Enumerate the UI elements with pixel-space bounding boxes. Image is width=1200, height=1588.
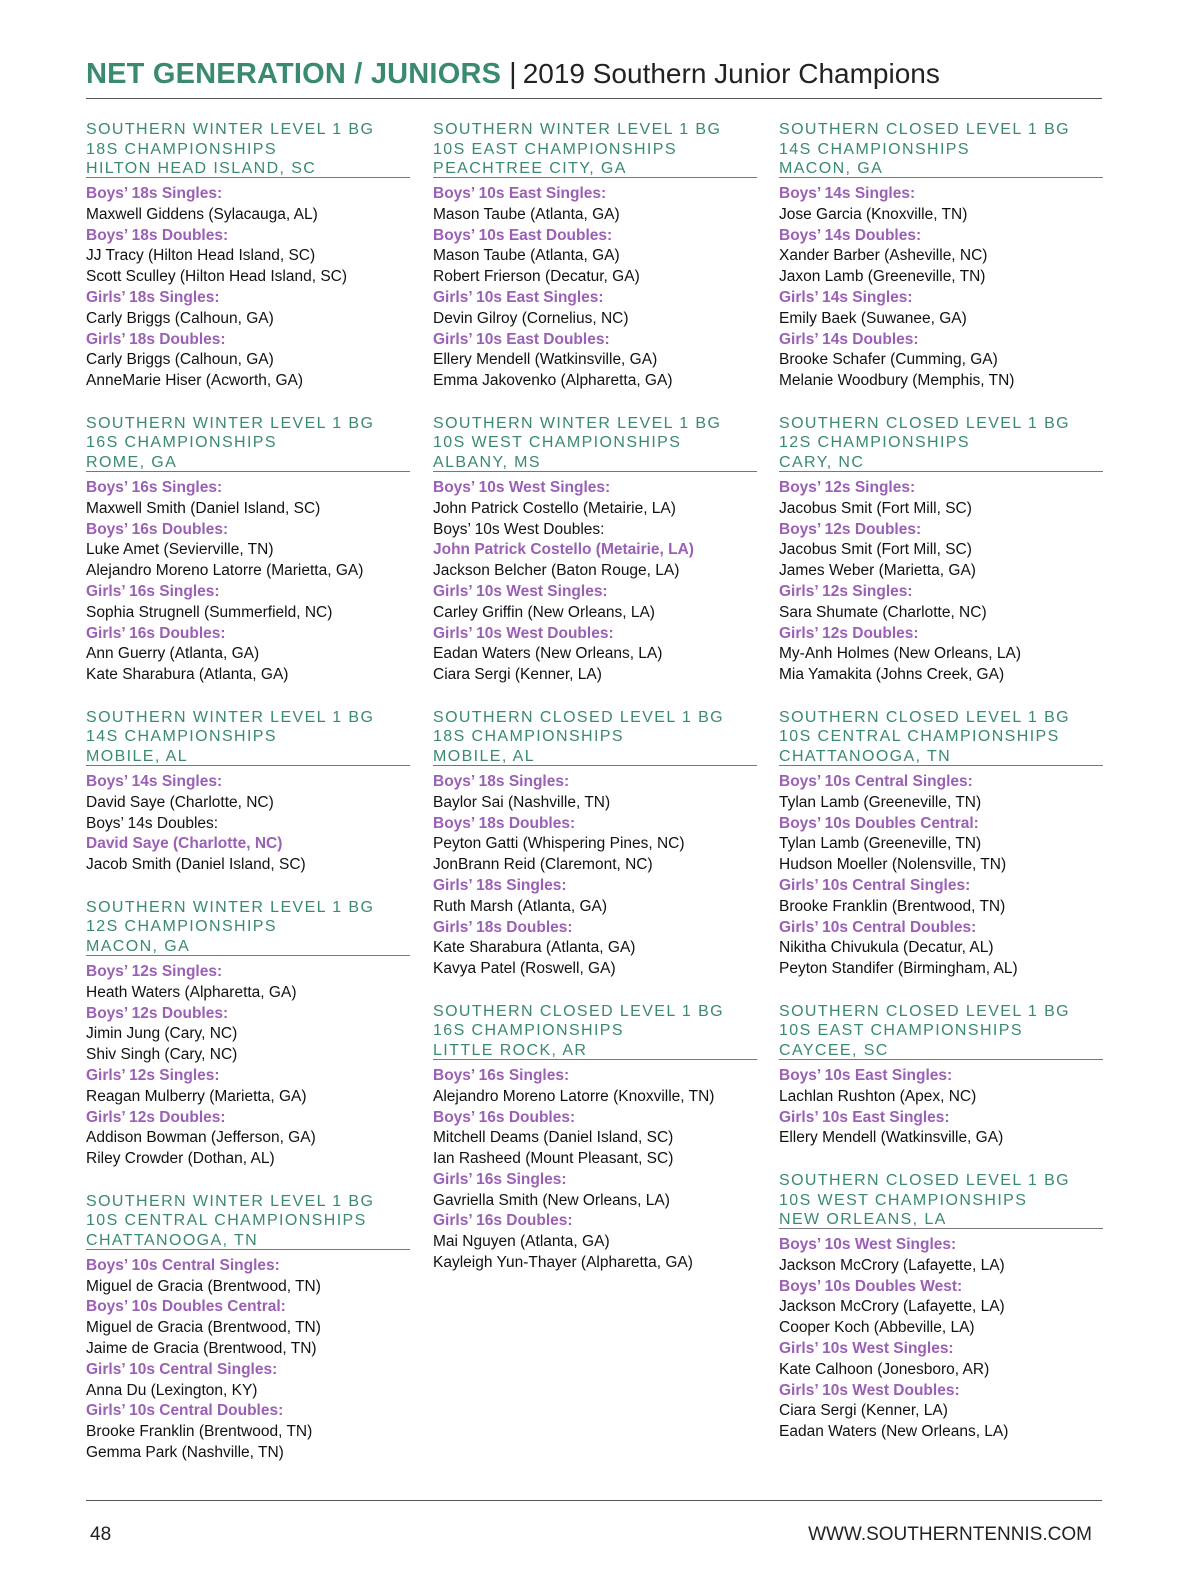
champion-name: Miguel de Gracia (Brentwood, TN) — [86, 1277, 321, 1295]
category-label: Boys’ 18s Singles: — [86, 185, 223, 202]
champion-name: Xander Barber (Asheville, NC) — [779, 247, 988, 265]
category-label: Boys’ 10s West Singles: — [779, 1236, 957, 1254]
event-block — [433, 708, 757, 980]
champion-name: Jacobus Smit (Fort Mill, SC) — [779, 499, 972, 517]
event-title-line: SOUTHERN CLOSED LEVEL 1 BG — [779, 414, 1070, 432]
category-label: Boys’ 10s East Doubles: — [433, 226, 613, 244]
champion-name: Tylan Lamb (Greeneville, TN) — [779, 835, 982, 853]
event-title — [433, 414, 757, 472]
event-title-line: 10S WEST CHAMPIONSHIPS — [433, 434, 682, 452]
champion-name: Luke Amet (Sevierville, TN) — [86, 541, 274, 559]
champion-name: Jose Garcia (Knoxville, TN) — [779, 205, 968, 223]
champion-name: Devin Gilroy (Cornelius, NC) — [433, 309, 629, 327]
event-title-line: SOUTHERN WINTER LEVEL 1 BG — [86, 121, 375, 138]
event-title — [779, 708, 1103, 766]
event-block — [779, 708, 1103, 980]
champion-name: Scott Sculley (Hilton Head Island, SC) — [86, 268, 348, 286]
category-label: Girls’ 18s Doubles: — [433, 918, 573, 936]
category-label: Girls’ 12s Singles: — [86, 1066, 220, 1084]
event-title-line: SOUTHERN WINTER LEVEL 1 BG — [86, 1192, 375, 1210]
champion-name: Miguel de Gracia (Brentwood, TN) — [86, 1319, 321, 1337]
column-2 — [433, 120, 757, 1296]
champion-name: Jackson McCrory (Lafayette, LA) — [779, 1298, 1005, 1316]
champion-name: Brooke Franklin (Brentwood, TN) — [86, 1423, 313, 1441]
event-title-line: 16S CHAMPIONSHIPS — [86, 434, 277, 452]
champion-name: Peyton Gatti (Whispering Pines, NC) — [433, 835, 685, 853]
champion-name: James Weber (Marietta, GA) — [779, 562, 976, 580]
event-title — [86, 120, 410, 178]
champion-name: Lachlan Rushton (Apex, NC) — [779, 1087, 977, 1105]
category-label: John Patrick Costello (Metairie, LA) — [433, 541, 694, 559]
event-title-line: SOUTHERN CLOSED LEVEL 1 BG — [779, 1002, 1070, 1020]
champion-name: Jackson McCrory (Lafayette, LA) — [779, 1256, 1005, 1274]
champion-name: My-Anh Holmes (New Orleans, LA) — [779, 645, 1022, 663]
event-block — [433, 1002, 757, 1274]
champion-name: Mason Taube (Atlanta, GA) — [433, 247, 620, 265]
category-label: Boys’ 16s Doubles: — [433, 1108, 576, 1126]
category-label: Girls’ 14s Singles: — [779, 288, 913, 306]
category-label: Girls’ 16s Doubles: — [433, 1212, 573, 1230]
event-title-line: CAYCEE, SC — [779, 1041, 889, 1059]
category-label: Girls’ 10s Central Doubles: — [86, 1402, 284, 1420]
event-title — [779, 414, 1103, 472]
champion-name: Riley Crowder (Dothan, AL) — [86, 1150, 275, 1168]
event-title — [433, 708, 757, 766]
event-title-line: 12S CHAMPIONSHIPS — [779, 434, 970, 452]
event-title-line: 18S CHAMPIONSHIPS — [86, 140, 277, 158]
event-title — [86, 1192, 410, 1250]
champion-name: Heath Waters (Alpharetta, GA) — [86, 983, 297, 1001]
event-title-line: CHATTANOOGA, TN — [86, 1231, 259, 1249]
champion-name: Ellery Mendell (Watkinsville, GA) — [779, 1129, 1004, 1147]
champion-name: Brooke Franklin (Brentwood, TN) — [779, 897, 1006, 915]
event-title — [86, 708, 410, 766]
category-label: Boys’ 12s Doubles: — [86, 1004, 229, 1022]
champion-name: Kavya Patel (Roswell, GA) — [433, 960, 616, 978]
event-title-line: SOUTHERN CLOSED LEVEL 1 BG — [779, 121, 1070, 138]
champion-name: Maxwell Giddens (Sylacauga, AL) — [86, 205, 318, 223]
category-label: Girls’ 12s Doubles: — [779, 624, 919, 642]
category-label: Girls’ 12s Singles: — [779, 582, 913, 600]
category-label: Girls’ 10s West Doubles: — [433, 624, 614, 642]
category-label: Boys’ 16s Singles: — [433, 1066, 570, 1084]
event-title-line: MACON, GA — [86, 937, 191, 955]
category-label: Boys’ 10s Central Singles: — [86, 1256, 280, 1274]
category-label: Girls’ 18s Doubles: — [86, 330, 226, 348]
champion-name: Boys’ 14s Doubles: — [86, 814, 219, 832]
category-label: Girls’ 10s East Singles: — [433, 288, 604, 306]
event-title-line: 14S CHAMPIONSHIPS — [779, 140, 970, 158]
champion-name: Jacobus Smit (Fort Mill, SC) — [779, 541, 972, 559]
event-block — [433, 120, 757, 392]
title-separator: | — [509, 58, 517, 90]
event-title — [779, 120, 1103, 178]
event-block — [86, 708, 410, 876]
champion-name: Kate Sharabura (Atlanta, GA) — [433, 939, 636, 957]
champion-name: Kate Sharabura (Atlanta, GA) — [86, 666, 289, 684]
category-label: Boys’ 18s Singles: — [433, 772, 570, 790]
event-title — [86, 898, 410, 956]
champion-name: Cooper Koch (Abbeville, LA) — [779, 1319, 975, 1337]
champion-name: Ciara Sergi (Kenner, LA) — [779, 1402, 948, 1420]
category-label: Girls’ 16s Doubles: — [86, 624, 226, 642]
champion-name: Brooke Schafer (Cumming, GA) — [779, 351, 998, 369]
category-label: Boys’ 12s Singles: — [86, 962, 223, 980]
champion-name: Ellery Mendell (Watkinsville, GA) — [433, 351, 658, 369]
champion-name: Mai Nguyen (Atlanta, GA) — [433, 1233, 610, 1251]
champion-name: JJ Tracy (Hilton Head Island, SC) — [86, 247, 316, 265]
champion-name: Ann Guerry (Atlanta, GA) — [86, 645, 260, 663]
champion-name: Addison Bowman (Jefferson, GA) — [86, 1129, 316, 1147]
event-title-line: 16S CHAMPIONSHIPS — [433, 1022, 624, 1040]
champion-name: Carly Briggs (Calhoun, GA) — [86, 351, 274, 369]
champion-name: Reagan Mulberry (Marietta, GA) — [86, 1087, 307, 1105]
event-title-line: 14S CHAMPIONSHIPS — [86, 728, 277, 746]
champion-name: Gemma Park (Nashville, TN) — [86, 1444, 284, 1462]
category-label: Girls’ 10s West Singles: — [433, 582, 608, 600]
event-title — [779, 1171, 1103, 1229]
champion-name: Emma Jakovenko (Alpharetta, GA) — [433, 372, 673, 390]
champion-name: AnneMarie Hiser (Acworth, GA) — [86, 372, 304, 390]
category-label: Girls’ 10s Central Doubles: — [779, 918, 977, 936]
event-title-line: SOUTHERN CLOSED LEVEL 1 BG — [433, 708, 724, 726]
champion-name: Kayleigh Yun-Thayer (Alpharetta, GA) — [433, 1254, 693, 1272]
champion-name: Ciara Sergi (Kenner, LA) — [433, 666, 602, 684]
category-label: Boys’ 14s Singles: — [86, 772, 223, 790]
category-label: Boys’ 16s Doubles: — [86, 520, 229, 538]
event-title-line: 18S CHAMPIONSHIPS — [433, 728, 624, 746]
event-title-line: 12S CHAMPIONSHIPS — [86, 918, 277, 936]
event-block — [779, 120, 1103, 392]
category-label: Boys’ 10s Central Singles: — [779, 772, 973, 790]
category-label: Girls’ 14s Doubles: — [779, 330, 919, 348]
champion-name: JonBrann Reid (Claremont, NC) — [433, 856, 653, 874]
event-title-line: CHATTANOOGA, TN — [779, 747, 952, 765]
event-title-line: 10S WEST CHAMPIONSHIPS — [779, 1191, 1028, 1209]
champion-name: Jackson Belcher (Baton Rouge, LA) — [433, 562, 680, 580]
champion-name: Ruth Marsh (Atlanta, GA) — [433, 897, 608, 915]
event-title-line: SOUTHERN CLOSED LEVEL 1 BG — [433, 1002, 724, 1020]
champion-name: Eadan Waters (New Orleans, LA) — [779, 1423, 1009, 1441]
category-label: Boys’ 18s Doubles: — [433, 814, 576, 832]
champion-name: Maxwell Smith (Daniel Island, SC) — [86, 499, 321, 517]
page-header — [86, 58, 1102, 99]
page-subtitle: 2019 Southern Junior Champions — [522, 58, 940, 89]
column-3 — [779, 120, 1103, 1465]
event-title-line: LITTLE ROCK, AR — [433, 1041, 588, 1059]
event-title — [779, 1002, 1103, 1060]
event-title-line: MACON, GA — [779, 160, 884, 177]
category-label: Boys’ 10s Doubles Central: — [779, 814, 979, 832]
page-number: 48 — [90, 1524, 112, 1545]
event-title-line: HILTON HEAD ISLAND, SC — [86, 160, 317, 177]
event-title — [433, 1002, 757, 1060]
event-title-line: CARY, NC — [779, 453, 865, 471]
champion-name: Melanie Woodbury (Memphis, TN) — [779, 372, 1015, 390]
event-title — [86, 414, 410, 472]
category-label: Boys’ 16s Singles: — [86, 478, 223, 496]
event-title-line: 10S EAST CHAMPIONSHIPS — [433, 140, 677, 158]
champion-name: Tylan Lamb (Greeneville, TN) — [779, 793, 982, 811]
champion-name: Alejandro Moreno Latorre (Marietta, GA) — [86, 562, 364, 580]
footer-divider — [86, 1500, 1102, 1501]
event-block — [779, 1002, 1103, 1149]
champion-name: David Saye (Charlotte, NC) — [86, 793, 274, 811]
category-label: Girls’ 18s Singles: — [433, 876, 567, 894]
champion-name: Carley Griffin (New Orleans, LA) — [433, 603, 655, 621]
champion-name: Jacob Smith (Daniel Island, SC) — [86, 856, 306, 874]
event-title-line: PEACHTREE CITY, GA — [433, 160, 627, 177]
event-block — [86, 1192, 410, 1464]
event-title-line: MOBILE, AL — [86, 747, 189, 765]
champion-name: Jimin Jung (Cary, NC) — [86, 1025, 238, 1043]
category-label: Boys’ 12s Singles: — [779, 478, 916, 496]
event-title-line: ALBANY, MS — [433, 453, 541, 471]
category-label: Boys’ 10s West Singles: — [433, 478, 611, 496]
category-label: Girls’ 10s Central Singles: — [779, 876, 971, 894]
event-block — [86, 414, 410, 686]
champion-name: Carly Briggs (Calhoun, GA) — [86, 309, 274, 327]
champion-name: Nikitha Chivukula (Decatur, AL) — [779, 939, 994, 957]
event-block — [779, 1171, 1103, 1443]
category-label: Boys’ 14s Singles: — [779, 185, 916, 202]
champion-name: Jaxon Lamb (Greeneville, TN) — [779, 268, 986, 286]
champion-name: Anna Du (Lexington, KY) — [86, 1381, 258, 1399]
champion-name: Alejandro Moreno Latorre (Knoxville, TN) — [433, 1087, 715, 1105]
event-block — [86, 898, 410, 1170]
champion-name: Robert Frierson (Decatur, GA) — [433, 268, 640, 286]
event-title-line: SOUTHERN CLOSED LEVEL 1 BG — [779, 1172, 1070, 1190]
event-title-line: SOUTHERN WINTER LEVEL 1 BG — [86, 898, 375, 916]
category-label: Girls’ 16s Singles: — [433, 1170, 567, 1188]
champion-name: Mia Yamakita (Johns Creek, GA) — [779, 666, 1005, 684]
champion-name: Kate Calhoon (Jonesboro, AR) — [779, 1360, 990, 1378]
category-label: Boys’ 10s Doubles West: — [779, 1277, 963, 1295]
event-title-line: SOUTHERN WINTER LEVEL 1 BG — [86, 708, 375, 726]
event-title-line: NEW ORLEANS, LA — [779, 1211, 947, 1229]
event-block — [433, 414, 757, 686]
event-title-line: 10S EAST CHAMPIONSHIPS — [779, 1022, 1023, 1040]
column-1 — [86, 120, 410, 1486]
category-label: Girls’ 12s Doubles: — [86, 1108, 226, 1126]
champion-name: Peyton Standifer (Birmingham, AL) — [779, 960, 1018, 978]
category-label: Boys’ 14s Doubles: — [779, 226, 922, 244]
champion-name: Hudson Moeller (Nolensville, TN) — [779, 856, 1007, 874]
category-label: Boys’ 10s East Singles: — [433, 185, 607, 202]
champion-name: Mitchell Deams (Daniel Island, SC) — [433, 1129, 674, 1147]
category-label: Girls’ 10s Central Singles: — [86, 1360, 278, 1378]
champion-name: Shiv Singh (Cary, NC) — [86, 1046, 238, 1064]
category-label: Girls’ 16s Singles: — [86, 582, 220, 600]
category-label: Boys’ 12s Doubles: — [779, 520, 922, 538]
event-title-line: MOBILE, AL — [433, 747, 536, 765]
champion-name: Jaime de Gracia (Brentwood, TN) — [86, 1340, 317, 1358]
event-title-line: 10S CENTRAL CHAMPIONSHIPS — [86, 1212, 367, 1230]
champion-name: Sara Shumate (Charlotte, NC) — [779, 603, 987, 621]
category-label: Boys’ 10s East Singles: — [779, 1066, 953, 1084]
event-title-line: SOUTHERN WINTER LEVEL 1 BG — [433, 414, 722, 432]
event-title-line: ROME, GA — [86, 453, 178, 471]
event-title-line: 10S CENTRAL CHAMPIONSHIPS — [779, 728, 1060, 746]
category-label: Girls’ 10s West Singles: — [779, 1340, 954, 1358]
category-label: David Saye (Charlotte, NC) — [86, 835, 283, 853]
category-label: Girls’ 10s West Doubles: — [779, 1381, 960, 1399]
website-url: WWW.SOUTHERNTENNIS.COM — [808, 1524, 1092, 1545]
champion-name: Ian Rasheed (Mount Pleasant, SC) — [433, 1150, 674, 1168]
champion-name: Gavriella Smith (New Orleans, LA) — [433, 1191, 670, 1209]
champion-name: Eadan Waters (New Orleans, LA) — [433, 645, 663, 663]
event-title — [433, 120, 757, 178]
category-label: Girls’ 18s Singles: — [86, 288, 220, 306]
event-title-line: SOUTHERN WINTER LEVEL 1 BG — [86, 414, 375, 432]
champion-name: Emily Baek (Suwanee, GA) — [779, 309, 967, 327]
champion-name: Mason Taube (Atlanta, GA) — [433, 205, 620, 223]
event-block — [779, 414, 1103, 686]
category-label: Girls’ 10s East Doubles: — [433, 330, 610, 348]
champion-name: Sophia Strugnell (Summerfield, NC) — [86, 603, 333, 621]
event-title-line: SOUTHERN WINTER LEVEL 1 BG — [433, 121, 722, 138]
champion-name: John Patrick Costello (Metairie, LA) — [433, 499, 676, 517]
event-title-line: SOUTHERN CLOSED LEVEL 1 BG — [779, 708, 1070, 726]
champion-name: Boys’ 10s West Doubles: — [433, 520, 605, 538]
section-title: NET GENERATION / JUNIORS — [86, 58, 502, 90]
category-label: Girls’ 10s East Singles: — [779, 1108, 950, 1126]
category-label: Boys’ 10s Doubles Central: — [86, 1298, 286, 1316]
category-label: Boys’ 18s Doubles: — [86, 226, 229, 244]
champion-name: Baylor Sai (Nashville, TN) — [433, 793, 611, 811]
event-block — [86, 120, 410, 392]
